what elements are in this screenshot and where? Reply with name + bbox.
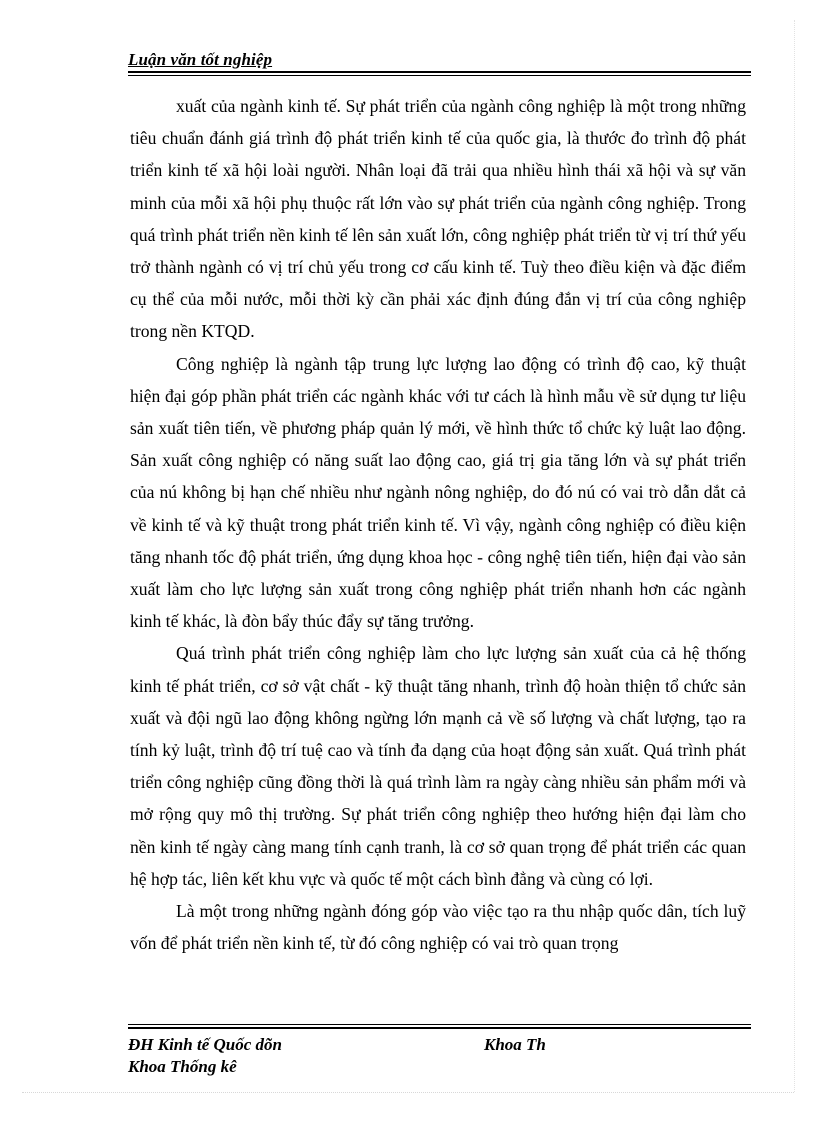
footer-rule-thin xyxy=(128,1024,751,1025)
paragraph-2: Công nghiệp là ngành tập trung lực lượng lao động có trình độ cao, kỹ thuật hiện đại góp phần phát triển các ngành khác với tư cách là hình mẫu về sử dụng tư liệu sản xuất tiên tiến, về phương pháp quản lý mới, về hình thức tổ chức kỷ luật lao động. Sản xuất công nghiệp có năng suất lao động cao, giá trị gia tăng lớn và sự phát triển của nú không bị hạn chế nhiều như ngành nông nghiệp, do đó nú có vai trò dẫn dắt cả về kinh tế và kỹ thuật trong phát triển kinh tế. Vì vậy, ngành công nghiệp có điều kiện tăng nhanh tốc độ phát triển, ứng dụng khoa học - công nghệ tiên tiến, hiện đại vào sản xuất làm cho lực lượng sản xuất trong công nghiệp phát triển nhanh hơn các ngành kinh tế khác, là đòn bẩy thúc đẩy sự tăng trưởng. xyxy=(130,353,746,632)
paragraph-1: xuất của ngành kinh tế. Sự phát triển của ngành công nghiệp là một trong những tiêu chuẩn đánh giá trình độ phát triển kinh tế của quốc gia, là thước đo trình độ phát triển kinh tế xã hội loài người. Nhân loại đã trải qua nhiều hình thái xã hội và sự văn minh của mỗi xã hội phụ thuộc rất lớn vào sự phát triển của ngành công nghiệp. Trong quá trình phát triển nền kinh tế lên sản xuất lớn, công nghiệp phát triển từ vị trí thứ yếu trở thành ngành có vị trí chủ yếu trong cơ cấu kinh tế. Tuỳ theo điều kiện và đặc điểm cụ thể của mỗi nước, mỗi thời kỳ cần phải xác định đúng đắn vị trí của công nghiệp trong nền KTQD. xyxy=(130,96,746,342)
footer-rule-thick xyxy=(128,1027,751,1029)
paragraph-4: Là một trong những ngành đóng góp vào việc tạo ra thu nhập quốc dân, tích luỹ vốn để phát triển nền kinh tế, từ đó công nghiệp có vai trò quan trọng xyxy=(130,901,746,954)
document-body xyxy=(130,90,746,959)
footer-left xyxy=(128,1034,282,1078)
page-edge-right xyxy=(794,20,795,1092)
footer-faculty: Khoa Thống kê xyxy=(128,1057,237,1076)
page-edge-bottom xyxy=(22,1092,794,1093)
footer-right xyxy=(484,1034,546,1056)
header-rule-thin xyxy=(128,75,751,76)
footer-university: ĐH Kinh tế Quốc dõn xyxy=(128,1035,282,1054)
header-title: Luận văn tốt nghiệp xyxy=(128,50,273,69)
header-rule-thick xyxy=(128,71,751,73)
paragraph-3: Quá trình phát triển công nghiệp làm cho lực lượng sản xuất của cả hệ thống kinh tế phát triển, cơ sở vật chất - kỹ thuật tăng nhanh, trình độ hoàn thiện tổ chức sản xuất và đội ngũ lao động không ngừng lớn mạnh cả về số lượng và chất lượng, tạo ra tính kỷ luật, trình độ trí tuệ cao và tính đa dạng của hoạt động sản xuất. Quá trình phát triển công nghiệp cũng đồng thời là quá trình làm ra ngày càng nhiều sản phẩm mới và mở rộng quy mô thị trường. Sự phát triển công nghiệp theo hướng hiện đại làm cho nền kinh tế ngày càng mang tính cạnh tranh, là cơ sở quan trọng để phát triển các quan hệ hợp tác, liên kết khu vực và quốc tế một cách bình đẳng và cùng có lợi. xyxy=(130,643,746,889)
footer-department: Khoa Th xyxy=(484,1035,546,1054)
